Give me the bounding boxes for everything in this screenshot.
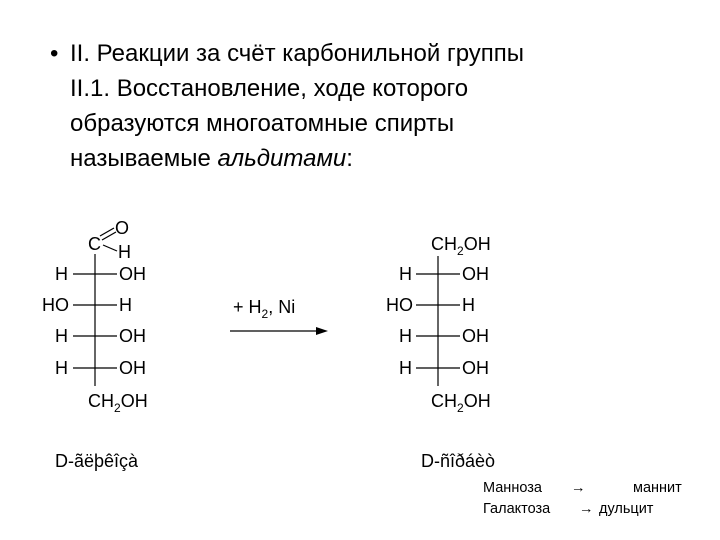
body-line-1-text: II.1. Восстановление, ходе которого (70, 75, 469, 102)
product-row-3-left: H (399, 326, 412, 346)
colon: : (346, 145, 353, 172)
footnote (483, 478, 713, 520)
reactant-row-2-left: HO (42, 295, 69, 315)
reactant-row-3-left: H (55, 326, 68, 346)
reagent-label: + $H_2$, Ni (233, 297, 296, 321)
footnote-row-mannose (483, 478, 713, 499)
footnote-row-1-to: маннит (633, 480, 682, 496)
reactant-ch2oh: $CH_2OH$ (88, 391, 148, 415)
carbonyl-oxygen: O (115, 218, 130, 238)
reactant-name: D-ãëþêîçà (55, 451, 139, 471)
body-line-2-text: образуются многоатомные спирты (70, 110, 455, 137)
footnote-row-1-from: Манноза (483, 480, 542, 496)
bullet: • (50, 40, 59, 67)
aldehyde-hydrogen: H (118, 242, 131, 262)
product-row-2-left: HO (386, 295, 413, 315)
carbonyl-carbon: C (88, 234, 101, 254)
product-row-4-right: OH (462, 358, 489, 378)
reactant-row-1-right: OH (119, 264, 146, 284)
product-row-1-right: OH (462, 264, 489, 284)
footnote-row-2-to: дульцит (599, 501, 654, 517)
product-row-4-left: H (399, 358, 412, 378)
footnote-row-galactose (483, 499, 713, 520)
product-row-2-right: H (462, 295, 475, 315)
arrow-right-icon: → (571, 480, 586, 496)
product-structure (386, 234, 491, 415)
reactant-structure (42, 218, 148, 415)
body-line-3-text: называемые (70, 145, 218, 172)
c-h-bond (103, 245, 117, 251)
product-bottom-ch2oh: $CH_2OH$ (431, 391, 491, 415)
reactant-row-4-right: OH (119, 358, 146, 378)
product-top-ch2oh: $CH_2OH$ (431, 234, 491, 258)
reactant-row-2-right: H (119, 295, 132, 315)
alditol-term: альдитами (217, 145, 347, 172)
product-name: D-ñîðáèò (421, 451, 496, 471)
heading-text: II. Реакции за счёт карбонильной группы (70, 40, 525, 67)
reactant-row-3-right: OH (119, 326, 146, 346)
footnote-row-2-from: Галактоза (483, 501, 551, 517)
arrow-right-icon: → (579, 501, 594, 517)
reactant-row-4-left: H (55, 358, 68, 378)
product-row-1-left: H (399, 264, 412, 284)
product-row-3-right: OH (462, 326, 489, 346)
reactant-row-1-left: H (55, 264, 68, 284)
reaction-arrow-head (316, 327, 328, 335)
